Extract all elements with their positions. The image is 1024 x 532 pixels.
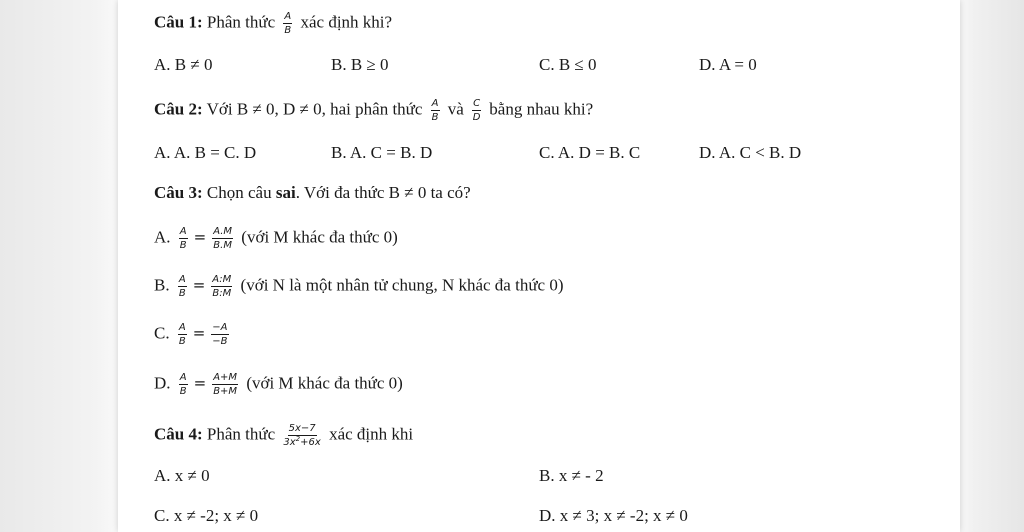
fraction-denominator xyxy=(283,436,320,448)
denominator-base: 3x xyxy=(283,437,296,448)
option-note: (với N là một nhân tử chung, N khác đa thức 0) xyxy=(240,275,564,295)
q4-option-d[interactable]: D. x ≠ 3; x ≠ -2; x ≠ 0 xyxy=(539,506,688,525)
option-note: (với M khác đa thức 0) xyxy=(241,227,398,247)
option-letter: A. xyxy=(154,227,171,247)
question-4-text-before: Phân thức xyxy=(206,424,276,444)
q3-option-a[interactable] xyxy=(154,226,398,251)
equals-sign: = xyxy=(193,228,207,247)
q2-option-c[interactable]: C. A. D = B. C xyxy=(539,143,641,162)
fraction-numerator: A xyxy=(431,98,439,109)
fraction-denominator: B xyxy=(431,112,439,123)
question-2-fraction-2 xyxy=(472,98,481,123)
fraction-denominator: D xyxy=(472,112,481,123)
question-4-label: Câu 4: xyxy=(154,424,203,444)
fraction-denominator: B xyxy=(284,25,292,36)
rhs-fraction xyxy=(211,274,232,299)
question-4-text-after: xác định khi xyxy=(329,424,414,444)
lhs-fraction xyxy=(179,372,188,397)
left-margin xyxy=(0,0,120,532)
right-margin xyxy=(954,0,1024,532)
lhs-fraction xyxy=(178,274,187,299)
q1-option-c[interactable]: C. B ≤ 0 xyxy=(539,55,597,74)
option-note: (với M khác đa thức 0) xyxy=(246,373,403,393)
question-3-bold-word: sai xyxy=(275,183,296,202)
q4-option-b[interactable]: B. x ≠ - 2 xyxy=(539,466,604,485)
fraction-numerator: A xyxy=(179,372,187,383)
rhs-fraction xyxy=(211,322,228,347)
question-2-text-after: bằng nhau khi? xyxy=(489,99,594,119)
q4-option-a[interactable]: A. x ≠ 0 xyxy=(154,466,210,485)
fraction-numerator: 5x−7 xyxy=(288,423,316,434)
equals-sign: = xyxy=(192,276,206,295)
question-2 xyxy=(154,98,593,123)
question-1-text-before: Phân thức xyxy=(206,12,276,32)
denominator-rest: +6x xyxy=(300,437,321,448)
question-3-text-after: . Với đa thức B ≠ 0 ta có? xyxy=(295,183,471,202)
question-1 xyxy=(154,11,392,36)
rhs-fraction xyxy=(212,372,238,397)
q2-option-b[interactable]: B. A. C = B. D xyxy=(331,143,433,162)
rhs-fraction xyxy=(212,226,233,251)
option-letter: C. xyxy=(154,323,170,343)
fraction-numerator: A xyxy=(284,11,292,22)
q2-option-d[interactable]: D. A. C < B. D xyxy=(699,143,802,162)
q3-option-d[interactable] xyxy=(154,372,403,397)
question-2-label: Câu 2: xyxy=(154,99,203,119)
fraction-numerator: A+M xyxy=(213,372,238,383)
fraction-denominator: B.M xyxy=(213,240,232,251)
fraction-numerator: A:M xyxy=(212,274,232,285)
denominator-exponent: 2 xyxy=(295,435,301,443)
equals-sign: = xyxy=(192,324,206,343)
question-2-fraction-1 xyxy=(431,98,440,123)
question-1-text-after: xác định khi? xyxy=(300,12,393,32)
fraction-numerator: A xyxy=(179,226,187,237)
q1-option-b[interactable]: B. B ≥ 0 xyxy=(331,55,389,74)
fraction-denominator: B xyxy=(179,386,187,397)
lhs-fraction xyxy=(179,226,188,251)
fraction-numerator: −A xyxy=(212,322,228,333)
option-letter: D. xyxy=(154,373,171,393)
fraction-denominator: B:M xyxy=(212,288,232,299)
q1-option-a[interactable]: A. B ≠ 0 xyxy=(154,55,213,74)
fraction-denominator: −B xyxy=(212,336,228,347)
question-2-text-mid: và xyxy=(447,99,464,119)
question-1-fraction xyxy=(283,11,292,36)
fraction-numerator: A xyxy=(178,322,186,333)
question-4 xyxy=(154,423,413,448)
q4-option-c[interactable]: C. x ≠ -2; x ≠ 0 xyxy=(154,506,259,525)
equals-sign: = xyxy=(193,374,207,393)
question-2-text-before: Với B ≠ 0, D ≠ 0, hai phân thức xyxy=(206,99,423,119)
fraction-denominator: B xyxy=(178,336,186,347)
option-letter: B. xyxy=(154,275,170,295)
fraction-denominator: B xyxy=(179,240,187,251)
q3-option-b[interactable] xyxy=(154,274,564,299)
q3-option-c[interactable] xyxy=(154,322,233,347)
fraction-denominator: B xyxy=(178,288,186,299)
q1-option-d[interactable]: D. A = 0 xyxy=(699,55,757,74)
document-page xyxy=(118,0,960,532)
question-3-label: Câu 3: xyxy=(154,183,203,202)
question-4-fraction xyxy=(283,423,320,448)
question-3-text-before: Chọn câu xyxy=(206,183,272,202)
fraction-numerator: A.M xyxy=(213,226,233,237)
fraction-numerator: C xyxy=(473,98,481,109)
fraction-denominator: B+M xyxy=(213,386,238,397)
fraction-numerator: A xyxy=(178,274,186,285)
lhs-fraction xyxy=(178,322,187,347)
question-3 xyxy=(154,183,471,203)
q2-option-a[interactable]: A. A. B = C. D xyxy=(154,143,257,162)
question-1-label: Câu 1: xyxy=(154,12,203,32)
